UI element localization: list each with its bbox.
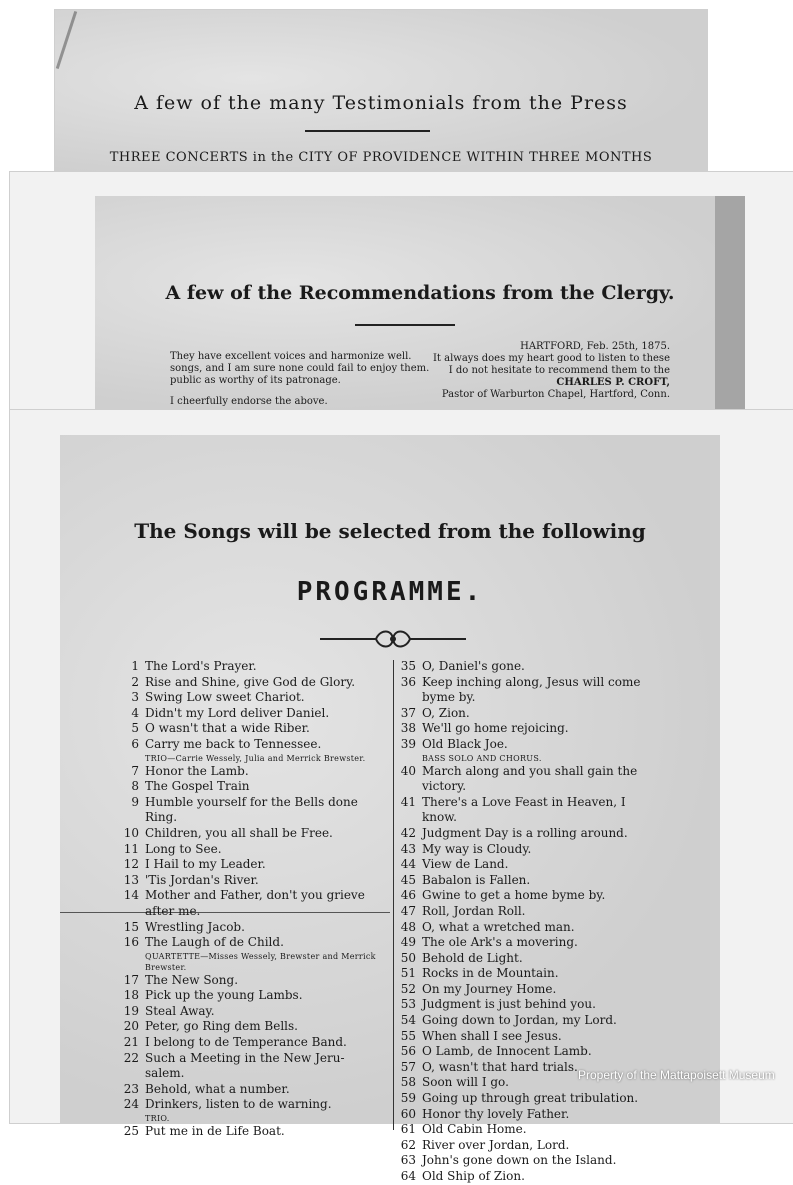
song-title: Pick up the young Lambs.	[145, 988, 303, 1003]
song-title: O, what a wretched man.	[422, 919, 575, 934]
programme-song-item	[392, 659, 682, 675]
museum-watermark: Property of the Mattapoisett Museum	[578, 1068, 775, 1082]
song-title: 'Tis Jordan's River.	[145, 872, 259, 887]
programme-song-item	[392, 826, 682, 842]
programme-song-item	[115, 1051, 395, 1082]
programme-right-column	[392, 659, 682, 1185]
programme-song-item	[115, 675, 395, 691]
song-number: 17	[123, 972, 139, 987]
divider-rule	[305, 130, 430, 132]
song-number: 6	[131, 736, 139, 751]
programme-performer-note	[392, 753, 682, 764]
song-title: Keep inching along, Jesus will come byme by.	[422, 674, 641, 705]
song-number: 64	[400, 1169, 416, 1183]
programme-song-item	[115, 764, 395, 780]
song-number	[115, 951, 145, 973]
song-number: 5	[131, 721, 139, 736]
programme-song-item	[392, 706, 682, 722]
song-title: Peter, go Ring dem Bells.	[145, 1019, 298, 1034]
press-sheet-paper	[55, 10, 707, 180]
song-number: 35	[400, 659, 416, 673]
song-number: 8	[131, 779, 139, 794]
song-title: Put me in de Life Boat.	[145, 1124, 285, 1139]
song-number: 18	[123, 988, 139, 1003]
song-title: The Lord's Prayer.	[145, 659, 257, 673]
press-subtitle: THREE CONCERTS in the CITY OF PROVIDENCE WITHIN THREE MONTHS	[109, 150, 653, 165]
song-number: 43	[400, 841, 416, 856]
song-number: 46	[400, 888, 416, 903]
programme-song-item	[115, 935, 395, 951]
programme-song-item	[392, 982, 682, 998]
song-number: 63	[400, 1153, 416, 1168]
performer-note-text: TRIO—Carrie Wessely, Julia and Merrick Brewster.	[145, 753, 366, 763]
song-title: Mother and Father, don't you grieve after me.	[145, 888, 365, 918]
song-title: March along and you shall gain the victory.	[422, 763, 638, 794]
song-title: O Lamb, de Innocent Lamb.	[422, 1044, 592, 1059]
song-number: 59	[400, 1091, 416, 1106]
song-number: 49	[400, 935, 416, 950]
torn-edge	[56, 11, 77, 69]
song-title: Swing Low sweet Chariot.	[145, 690, 305, 705]
song-title: Going down to Jordan, my Lord.	[422, 1013, 617, 1028]
clergy-right-line: I do not hesitate to recommend them to the	[448, 365, 670, 376]
programme-sheet-paper	[60, 435, 720, 1183]
programme-song-item	[115, 857, 395, 873]
programme-song-item	[392, 675, 682, 706]
performer-note-text: BASS SOLO AND CHORUS.	[422, 753, 542, 763]
song-number: 42	[400, 825, 416, 840]
programme-song-item	[392, 951, 682, 967]
song-title: O, wasn't that hard trials.	[422, 1059, 578, 1074]
press-title: A few of the many Testimonials from the Press	[134, 92, 628, 114]
song-title: Judgment is just behind you.	[422, 997, 596, 1012]
song-number: 60	[400, 1106, 416, 1121]
song-title: Behold de Light.	[422, 950, 523, 965]
programme-song-item	[115, 920, 395, 936]
programme-intro: The Songs will be selected from the following	[134, 519, 646, 543]
programme-heading: PROGRAMME.	[296, 577, 484, 607]
song-number: 14	[123, 888, 139, 903]
programme-song-item	[392, 721, 682, 737]
song-title: We'll go home rejoicing.	[422, 721, 569, 736]
clergy-left-line: public as worthy of its patronage.	[170, 375, 341, 386]
song-number	[115, 1113, 145, 1124]
programme-song-item	[392, 966, 682, 982]
song-title: Old Black Joe.	[422, 736, 508, 751]
song-title: My way is Cloudy.	[422, 841, 532, 856]
song-number: 52	[400, 981, 416, 996]
song-number: 22	[123, 1050, 139, 1065]
song-number: 41	[400, 794, 416, 809]
song-number: 11	[123, 841, 139, 856]
programme-song-item	[392, 1169, 682, 1185]
programme-song-item	[115, 706, 395, 722]
programme-song-item	[115, 779, 395, 795]
song-title: Gwine to get a home byme by.	[422, 888, 606, 903]
song-title: Honor the Lamb.	[145, 763, 249, 778]
programme-song-item	[115, 1097, 395, 1113]
song-title: Carry me back to Tennessee.	[145, 736, 322, 751]
song-number: 2	[131, 674, 139, 689]
programme-sheet	[10, 410, 793, 1183]
song-title: There's a Love Feast in Heaven, I know.	[422, 794, 626, 825]
song-number: 48	[400, 919, 416, 934]
programme-song-item	[115, 1004, 395, 1020]
song-number: 56	[400, 1044, 416, 1059]
clergy-recommendations-sheet	[10, 172, 793, 412]
song-number: 7	[131, 763, 139, 778]
clergy-left-line: songs, and I am sure none could fail to enjoy them.	[170, 363, 430, 374]
programme-song-item	[392, 1107, 682, 1123]
programme-left-column	[115, 659, 395, 1140]
programme-song-item	[115, 1035, 395, 1051]
programme-song-item	[115, 973, 395, 989]
programme-performer-note	[115, 951, 395, 973]
song-title: The New Song.	[145, 972, 239, 987]
song-number: 20	[123, 1019, 139, 1034]
programme-performer-note	[115, 753, 395, 764]
clergy-signature-title: Pastor of Warburton Chapel, Hartford, Conn.	[441, 389, 670, 400]
song-number: 51	[400, 966, 416, 981]
programme-song-item	[392, 1091, 682, 1107]
clergy-left-line: They have excellent voices and harmonize well.	[170, 351, 412, 362]
programme-song-item	[115, 842, 395, 858]
programme-song-item	[392, 1153, 682, 1169]
programme-song-item	[392, 920, 682, 936]
song-title: The Laugh of de Child.	[145, 935, 284, 950]
song-title: Judgment Day is a rolling around.	[422, 825, 628, 840]
song-number: 39	[400, 736, 416, 751]
song-title: O, Daniel's gone.	[422, 659, 525, 673]
song-title: The Gospel Train	[145, 779, 250, 794]
song-title: Babalon is Fallen.	[422, 872, 531, 887]
song-number: 9	[131, 794, 139, 809]
song-title: Soon will I go.	[422, 1075, 509, 1090]
song-number: 61	[400, 1122, 416, 1137]
song-number	[115, 753, 145, 764]
song-number: 15	[123, 919, 139, 934]
programme-song-item	[115, 737, 395, 753]
song-number: 36	[400, 674, 416, 689]
song-title: Honor thy lovely Father.	[422, 1106, 570, 1121]
song-title: Old Cabin Home.	[422, 1122, 527, 1137]
programme-performer-note	[115, 1113, 395, 1124]
song-title: John's gone down on the Island.	[422, 1153, 617, 1168]
clergy-title: A few of the Recommendations from the Clergy.	[165, 282, 675, 304]
song-title: Old Ship of Zion.	[422, 1169, 525, 1183]
programme-song-item	[392, 935, 682, 951]
song-number: 23	[123, 1081, 139, 1096]
programme-song-item	[115, 1019, 395, 1035]
song-title: Long to See.	[145, 841, 222, 856]
programme-song-item	[392, 1138, 682, 1154]
programme-song-item	[392, 888, 682, 904]
programme-song-item	[115, 873, 395, 889]
song-number: 45	[400, 872, 416, 887]
song-title: Going up through great tribulation.	[422, 1091, 639, 1106]
clergy-sheet-paper	[95, 196, 745, 412]
song-title: Drinkers, listen to de warning.	[145, 1097, 332, 1112]
song-number: 12	[123, 857, 139, 872]
programme-song-item	[392, 857, 682, 873]
song-number: 4	[131, 705, 139, 720]
song-number: 16	[123, 935, 139, 950]
song-number: 38	[400, 721, 416, 736]
song-number: 55	[400, 1028, 416, 1043]
programme-song-item	[115, 826, 395, 842]
song-title: Rocks in de Mountain.	[422, 966, 559, 981]
song-number	[392, 753, 422, 764]
programme-song-item	[392, 1013, 682, 1029]
programme-song-item	[392, 1044, 682, 1060]
programme-song-item	[115, 721, 395, 737]
clergy-signature: CHARLES P. CROFT,	[556, 377, 670, 388]
clergy-right-line: It always does my heart good to listen to these	[432, 353, 670, 364]
song-title: I belong to de Temperance Band.	[145, 1035, 347, 1050]
clergy-left-last: I cheerfully endorse the above.	[170, 396, 328, 407]
programme-song-item	[392, 904, 682, 920]
song-number: 58	[400, 1075, 416, 1090]
programme-song-item	[115, 988, 395, 1004]
programme-song-item	[392, 737, 682, 753]
song-title: Wrestling Jacob.	[145, 919, 245, 934]
performer-note-text: TRIO.	[145, 1114, 170, 1124]
song-title: Humble yourself for the Bells done Ring.	[145, 794, 358, 825]
programme-song-item	[115, 1124, 395, 1140]
song-number: 62	[400, 1137, 416, 1152]
song-number: 24	[123, 1097, 139, 1112]
song-title: Such a Meeting in the New Jeru- salem.	[145, 1050, 345, 1081]
song-number: 54	[400, 1013, 416, 1028]
programme-song-item	[392, 795, 682, 826]
clergy-date: HARTFORD, Feb. 25th, 1875.	[520, 341, 670, 352]
programme-song-item	[392, 842, 682, 858]
song-number: 1	[131, 659, 139, 673]
song-number: 50	[400, 950, 416, 965]
divider-rule	[355, 324, 455, 326]
clergy-right-text	[430, 341, 670, 401]
song-title: River over Jordan, Lord.	[422, 1137, 570, 1152]
programme-song-item	[115, 888, 395, 919]
flourish-ornament-icon	[318, 627, 468, 651]
song-number: 19	[123, 1003, 139, 1018]
song-number: 53	[400, 997, 416, 1012]
programme-song-item	[392, 764, 682, 795]
song-title: On my Journey Home.	[422, 981, 557, 996]
programme-song-item	[392, 1029, 682, 1045]
song-number: 13	[123, 872, 139, 887]
song-number: 37	[400, 705, 416, 720]
song-number: 3	[131, 690, 139, 705]
programme-song-item	[115, 690, 395, 706]
song-title: O, Zion.	[422, 705, 470, 720]
song-title: Roll, Jordan Roll.	[422, 903, 526, 918]
programme-song-item	[392, 997, 682, 1013]
song-title: Didn't my Lord deliver Daniel.	[145, 705, 330, 720]
dark-edge	[715, 196, 745, 412]
programme-song-item	[115, 1082, 395, 1098]
song-title: Children, you all shall be Free.	[145, 825, 333, 840]
performer-note-text: QUARTETTE—Misses Wessely, Brewster and Merrick Brewster.	[145, 951, 376, 972]
song-title: Steal Away.	[145, 1003, 215, 1018]
song-title: Rise and Shine, give God de Glory.	[145, 674, 356, 689]
song-number: 21	[123, 1035, 139, 1050]
song-title: Behold, what a number.	[145, 1081, 290, 1096]
song-number: 44	[400, 857, 416, 872]
song-title: The ole Ark's a movering.	[422, 935, 578, 950]
programme-song-item	[392, 1122, 682, 1138]
song-number: 57	[400, 1059, 416, 1074]
song-number: 47	[400, 903, 416, 918]
programme-song-item	[392, 873, 682, 889]
song-title: When shall I see Jesus.	[422, 1028, 562, 1043]
press-testimonials-sheet	[55, 10, 707, 180]
song-number: 10	[123, 825, 139, 840]
song-title: View de Land.	[422, 857, 509, 872]
song-number: 40	[400, 763, 416, 778]
song-title: O wasn't that a wide Riber.	[145, 721, 310, 736]
clergy-left-text	[170, 351, 429, 408]
programme-song-item	[115, 659, 395, 675]
programme-song-item	[115, 795, 395, 826]
song-title: I Hail to my Leader.	[145, 857, 266, 872]
song-number: 25	[123, 1124, 139, 1139]
